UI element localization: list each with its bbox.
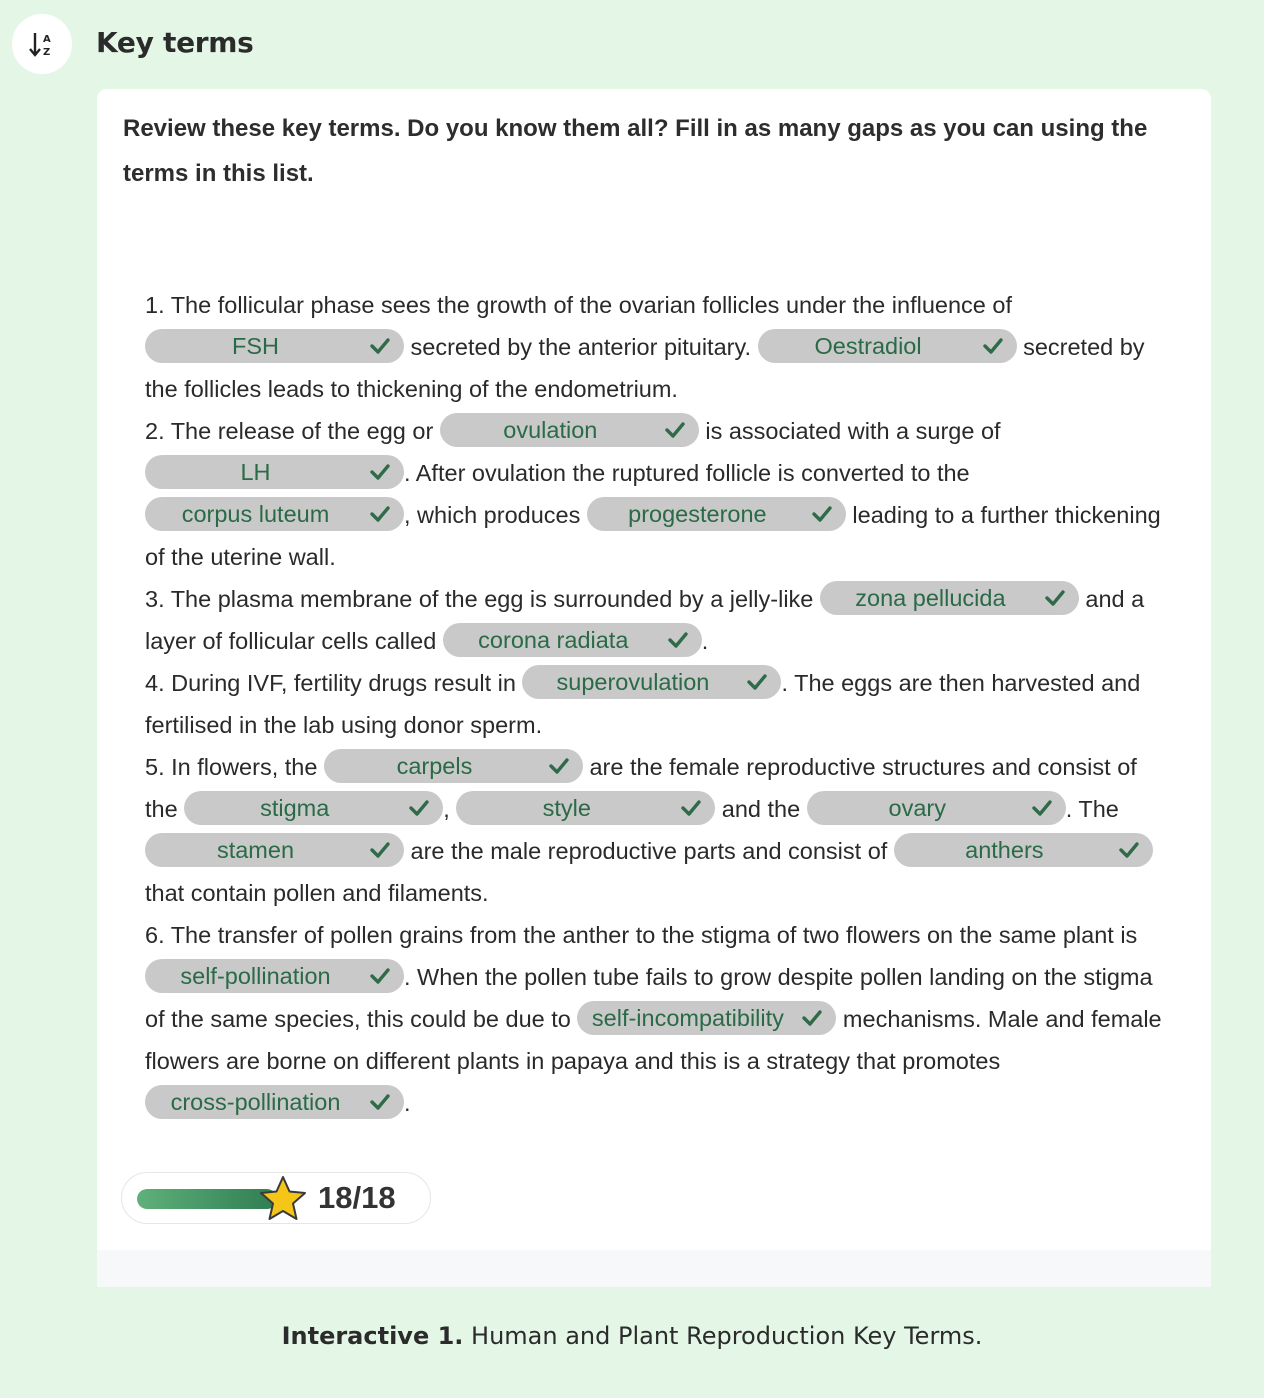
check-icon <box>665 421 685 439</box>
check-icon <box>802 1009 822 1027</box>
gap-input[interactable]: self-incompatibility <box>577 1001 836 1035</box>
question-1: 1. The follicular phase sees the growth of the ovarian follicles under the influence of FSH secreted by the anterior pituitary. Oestradiol secreted by the follicles leads to thickening of the endometrium. <box>145 292 1145 402</box>
gap-input[interactable]: anthers <box>894 833 1153 867</box>
section-title: Key terms <box>96 26 254 59</box>
question-2: 2. The release of the egg or ovulation is associated with a surge of LH . After ovulation the ruptured follicle is converted to the corpus luteum , which produces progesterone leading to a further thickening of the uterine wall. <box>145 410 1175 578</box>
check-icon <box>370 337 390 355</box>
check-icon <box>370 841 390 859</box>
check-icon <box>668 631 688 649</box>
gap-input[interactable]: progesterone <box>587 497 846 531</box>
gap-input[interactable]: LH <box>145 455 404 489</box>
check-icon <box>370 1093 390 1111</box>
check-icon <box>812 505 832 523</box>
gap-input[interactable]: cross-pollination <box>145 1085 404 1119</box>
card-footer <box>97 1250 1211 1287</box>
progress-bar <box>137 1189 277 1209</box>
question-3: 3. The plasma membrane of the egg is surrounded by a jelly-like zona pellucida and a layer of follicular cells called corona radiata . <box>145 578 1175 662</box>
gap-input[interactable]: Oestradiol <box>758 329 1017 363</box>
gap-input[interactable]: stamen <box>145 833 404 867</box>
gap-input[interactable]: self-pollination <box>145 959 404 993</box>
instructions: Review these key terms. Do you know them all? Fill in as many gaps as you can using the terms in this list. <box>123 115 1148 187</box>
gap-input[interactable]: corpus luteum <box>145 497 404 531</box>
question-4: 4. During IVF, fertility drugs result in superovulation . The eggs are then harvested and fertilised in the lab using donor sperm. <box>145 662 1175 746</box>
svg-text:Z: Z <box>43 47 51 58</box>
sort-az-icon <box>27 29 57 59</box>
check-icon <box>409 799 429 817</box>
check-icon <box>370 505 390 523</box>
figure-caption: Interactive 1. Human and Plant Reproduction Key Terms. <box>281 1322 983 1350</box>
key-terms-card <box>97 89 1211 1287</box>
question-5: 5. In flowers, the carpels are the female reproductive structures and consist of the stigma , style and the ovary . The stamen are the male reproductive parts and consist of anthers that contain pollen and filaments. <box>145 746 1175 914</box>
progress-score: 18/18 <box>318 1180 396 1215</box>
star-icon <box>258 1174 308 1224</box>
fill-in-passage <box>145 284 1175 1124</box>
gap-input[interactable]: ovulation <box>440 413 699 447</box>
check-icon <box>983 337 1003 355</box>
check-icon <box>747 673 767 691</box>
gap-input[interactable]: corona radiata <box>443 623 702 657</box>
check-icon <box>1032 799 1052 817</box>
check-icon <box>1119 841 1139 859</box>
progress-indicator <box>121 1172 431 1224</box>
gap-input[interactable]: ovary <box>807 791 1066 825</box>
gap-input[interactable]: superovulation <box>522 665 781 699</box>
gap-input[interactable]: carpels <box>324 749 583 783</box>
svg-text:A: A <box>43 34 51 45</box>
check-icon <box>549 757 569 775</box>
check-icon <box>370 967 390 985</box>
check-icon <box>370 463 390 481</box>
progress-fill <box>137 1189 277 1209</box>
question-6: 6. The transfer of pollen grains from the anther to the stigma of two flowers on the same plant is self-pollination . When the pollen tube fails to grow despite pollen landing on the stigma of the same species, this could be due to self-incompatibility mechanisms. Male and female flowers are borne on different plants in papaya and this is a strategy that promotes cross-pollination . <box>145 914 1175 1124</box>
check-icon <box>681 799 701 817</box>
gap-input[interactable]: stigma <box>184 791 443 825</box>
gap-input[interactable]: style <box>456 791 715 825</box>
sort-button[interactable] <box>12 14 72 74</box>
check-icon <box>1045 589 1065 607</box>
gap-input[interactable]: zona pellucida <box>820 581 1079 615</box>
gap-input[interactable]: FSH <box>145 329 404 363</box>
